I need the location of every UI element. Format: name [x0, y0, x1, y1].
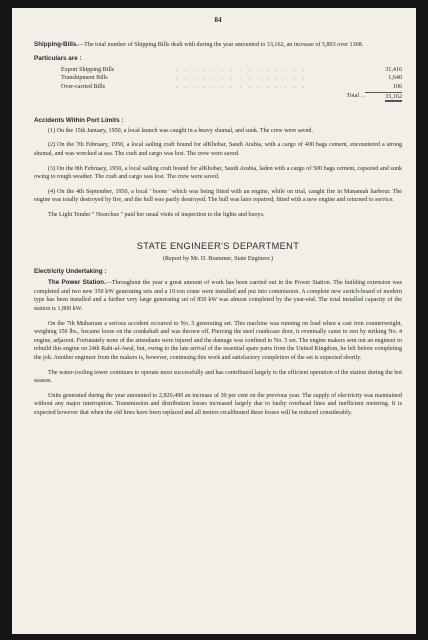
row-value: 31,416 [385, 66, 402, 73]
row-value: 106 [392, 83, 402, 90]
accident-item: (1) On the 15th January, 1950, a local launch was caught in a heavy shumal, and sunk. The crew were saved. [48, 127, 313, 134]
total-label: Total [346, 93, 360, 100]
shipping-bills-paragraph [34, 41, 402, 50]
accident-item: (4) On the 4th September, 1950, a local ' boom ' which was being fitted with an engine, while on trial, caught fire in Manamah harbour. The engine was totally destroyed by fire, and the hull was partly destroyed. The hull was later repaired, fitted with a new engine and returned to service. [34, 188, 402, 204]
shipping-bills-heading: Shipping-Bills. [34, 40, 79, 48]
electricity-heading: Electricity Undertaking : [34, 267, 107, 275]
total-value: 33,162 [385, 93, 402, 100]
report-byline: (Report by Mr. D. Brammer, State Engineer.) [162, 256, 274, 263]
shipping-bills-table [61, 66, 402, 101]
row-label: Transhipment Bills [61, 75, 108, 82]
accident-item: (2) On the 7th February, 1950, a local sailing craft bound for alKhobar, Saudi Arabia, with a cargo of 400 bags cement, encountered a strong shumal, and was wrecked at sea. The craft and cargo was lost. The crew were saved. [34, 142, 402, 157]
power-station-paragraph [34, 279, 402, 313]
row-leader: . . . . . . . . . . . . . . . [176, 84, 308, 91]
particulars-heading: Particulars are : [34, 55, 82, 63]
row-leader: . . . . . . . . . . . . . . . [176, 66, 308, 73]
power-station-heading: The Power Station. [48, 279, 106, 287]
cooling-tower-paragraph: The water-cooling tower continues to operate most successfully and has contributed largely to the efficient operation of the station during the hot season. [34, 369, 402, 385]
total-leader: . . [360, 93, 366, 100]
units-generated-paragraph: Units generated during the year amounted to 2,820,490 an increase of 30 per cent on the previous year. The supply of electricity was maintained without any major interruption. Transmission and distribution losses increased largely due to faulty overhead lines and inefficient metering. It is expected however that when the old lines have been replaced and all meters recalibrated these losses will be reduced considerably. [34, 392, 402, 416]
document-page [12, 8, 416, 634]
table-row [61, 74, 402, 83]
row-label: Export Shipping Bills [61, 66, 115, 73]
row-label: Over-carried Bills [61, 84, 106, 91]
shipping-bills-intro: —The total number of Shipping Bills dealt with during the year amounted to 33,162, an increase of 5,803 over 1368. [78, 41, 364, 48]
light-tender-paragraph: The Light Tender " Nearchus " paid her usual visits of inspection to the lights and buoys. [48, 211, 265, 218]
table-row [61, 83, 402, 92]
page-number: 84 [214, 16, 222, 24]
accident-item: (3) On the 8th February, 1950, a local sailing craft bound for alKhobar, Saudi Arabia, laden with a cargo of 500 bags cement, capsized and sunk owing to rough weather. The craft and cargo was lost. The crew were saved. [34, 165, 402, 181]
accident-paragraph: On the 7th Muharram a serious accident occurred to No. 5 generating set. This machine was running on load when a cast iron counterweight, weighing 150 lbs., became loose on the crankshaft and was thrown off. Piercing the steel crankcase door, it eventually came to rest by striking No. 4 engine, adjacent. Fortunately none of the attendants were injured and the damage was confined to No. 5 set. The engine makers sent out an engineer to rebuild this engine on 24th Rabi-al-Awal, but, owing to the late arrival of the essential spare parts from the United Kingdom, he left before completing the job. Another engineer from the makers is, however, continuing this work and satisfactory completion of the set is expected shortly. [34, 320, 402, 362]
row-leader: . . . . . . . . . . . . . . . [176, 75, 308, 82]
power-station-text: —Throughout the year a great amount of work has been carried out in the Power Station. The building extension was completed and two new 350 kW generating sets and a 10-ton crane were installed and put into commission. A complete new switch-board of modern type has been installed and a further very large generating set of 850 kW was almost completed by the year-end. The total installed capacity of the station is 1,800 kW. [34, 280, 402, 313]
table-total-row [61, 92, 402, 101]
section-title: STATE ENGINEER'S DEPARTMENT [136, 240, 300, 251]
table-row [61, 66, 402, 75]
row-value: 1,640 [388, 75, 402, 82]
accidents-heading: Accidents Within Port Limits : [34, 117, 124, 125]
